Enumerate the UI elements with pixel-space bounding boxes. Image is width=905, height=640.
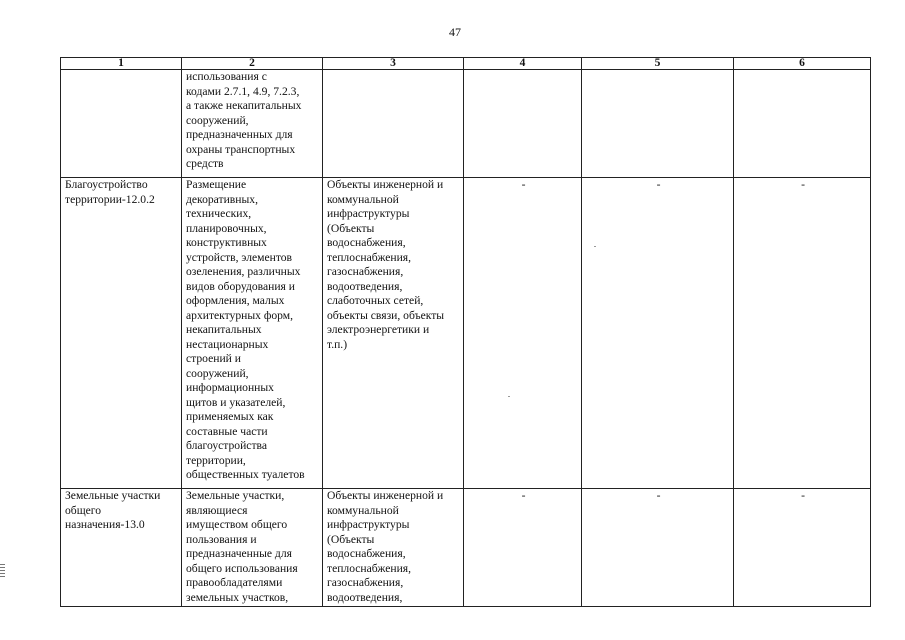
column-header-6: 6 (734, 58, 871, 70)
table-cell: - (734, 178, 871, 489)
table-cell: Объекты инженерной и коммунальной инфраструктуры (Объекты водоснабжения, теплоснабжения, газоснабжения, водоотведения, слаботочных сетей, объекты связи, объекты электроэнергетики и т.п.) (323, 178, 464, 489)
page-number: 47 (449, 25, 461, 39)
table-cell: Объекты инженерной и коммунальной инфраструктуры (Объекты водоснабжения, теплоснабжения, газоснабжения, водоотведения, (323, 489, 464, 607)
table-cell: Земельные участки, являющиеся имуществом общего пользования и предназначенные для общего использования правообладателями земельных участков, (182, 489, 323, 607)
table-cell: Размещение декоративных, технических, планировочных, конструктивных устройств, элементов озеленения, различных видов оборудования и оформления, малых архитектурных форм, некапитальных нестационарных строений и сооружений, информационных щитов и указателей, применяемых как составные части благоустройства территории, общественных туалетов (182, 178, 323, 489)
table-cell (582, 70, 734, 178)
table-cell: - (464, 178, 582, 489)
table-cell: - (582, 178, 734, 489)
table-cell: использования с кодами 2.7.1, 4.9, 7.2.3, а также некапитальных сооружений, предназначенных для охраны транспортных средств (182, 70, 323, 178)
table-row (61, 70, 871, 178)
column-header-1: 1 (61, 58, 182, 70)
table-cell: Земельные участки общего назначения-13.0 (61, 489, 182, 607)
table-row (61, 178, 871, 489)
table-cell (464, 70, 582, 178)
column-header-3: 3 (323, 58, 464, 70)
table-cell: Благоустройство территории-12.0.2 (61, 178, 182, 489)
column-header-5: 5 (582, 58, 734, 70)
scan-margin-mark (0, 564, 5, 578)
table-row (61, 489, 871, 607)
table-cell: - (464, 489, 582, 607)
table-cell: - (734, 489, 871, 607)
table-cell (323, 70, 464, 178)
column-header-4: 4 (464, 58, 582, 70)
table-cell (61, 70, 182, 178)
table-cell (734, 70, 871, 178)
zoning-table (60, 57, 871, 607)
table-cell: - (582, 489, 734, 607)
header-row (61, 58, 871, 70)
scan-speck (594, 246, 596, 247)
scan-speck (508, 396, 510, 397)
column-header-2: 2 (182, 58, 323, 70)
